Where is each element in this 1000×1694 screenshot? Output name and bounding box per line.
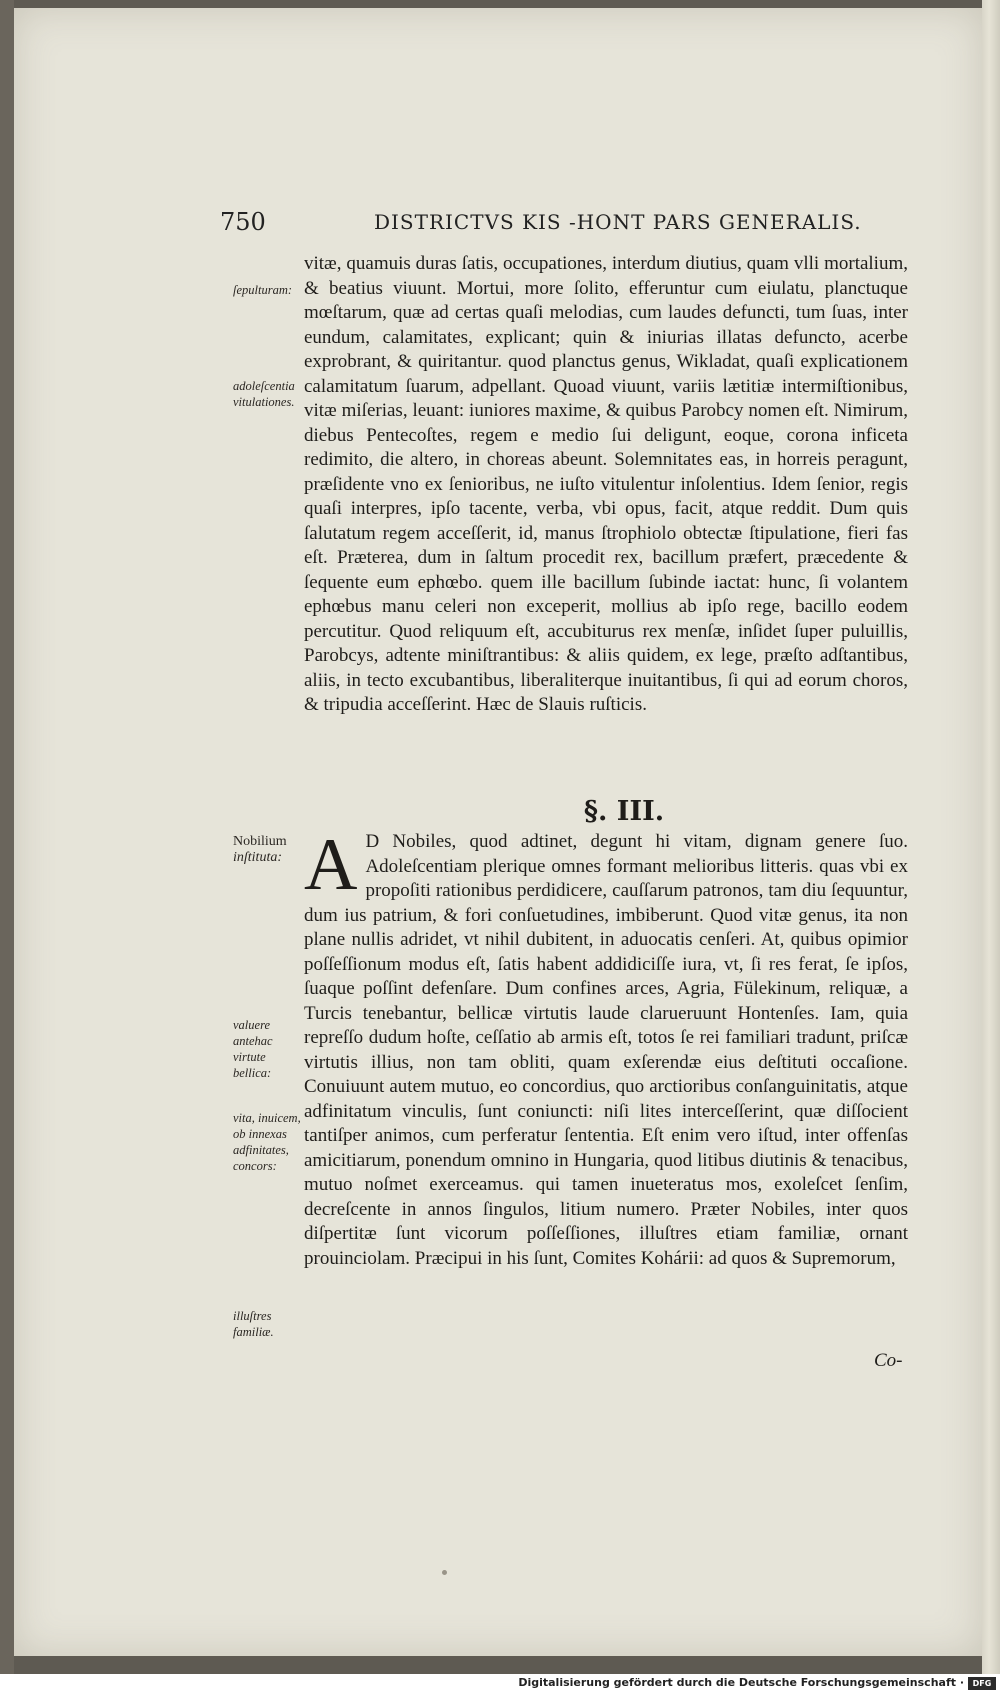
margin-note-vita: vita, inuicem, ob innexas adfinitates, concors: [233,1111,301,1173]
page-fore-edge [982,0,1000,1694]
page-mark-dot [442,1570,447,1575]
catchword: Co- [874,1350,903,1371]
margin-note-nobilium-line2: inſtituta: [233,850,282,865]
footer-credit: Digitalisierung gefördert durch die Deutsche Forschungsgemeinschaft · [518,1676,964,1689]
book-spine-edge [0,0,14,1694]
running-title: DISTRICTVS KIS -HONT PARS GENERALIS. [374,210,862,234]
drop-cap-initial: A [304,824,358,906]
section-heading: §. III. [583,796,665,827]
margin-note-adolescentia: adoleſcentia vitulationes. [233,379,295,409]
page-number: 750 [220,208,266,236]
footer-bar [0,1674,1000,1694]
margin-note-illustres: illuſtres familiæ. [233,1309,274,1339]
paragraph-text: D Nobiles, quod adtinet, degunt hi vitam, dignam genere ſuo. Adoleſcentiam plerique omnes formant melioribus litteris. quas vbi ex propoſiti rationibus perdidicere, cauſſarum patronos, tam diu ſequuntur, dum ius patrium, & fori conſuetudines, imbiberunt. Quod vitæ genus, ita non plane nullis adridet, vt nihil dubitent, in aduocatis cenſeri. At, quibus opimior poſſeſſionum modus eſt, ſatis habent addidiciſſe iura, vt, ſi res ferat, ſe ipſos, ſuaque poſſint defenſare. Dum confines arces, Agria, Fülekinum, reliquæ, a Turcis tenebantur, bellicæ virtutis laude clarueruunt Hontenſes. Iam, quia repreſſo dudum hoſte, ceſſatio ab armis eſt, totos ſe rei familiari tradunt, priſcæ virtutis illius, non tam obliti, quam exſerendæ eius deſtituti occaſione. Conuiuunt autem mutuo, eo concordius, quo arctioribus conſanguinitatis, atque adfinitatum vinculis, ſunt coniuncti: niſi lites interceſſerint, quæ diſſocient tantiſper animos, cum perferatur ſententia. Eſt enim vero iſtud, inter offenſas amicitiarum, ponendum omnino in Hungaria, quod litibus diutinis & tenacibus, mutuo noſmet exerceamus. qui tamen inueteratus mos, exoleſcet ſenſim, decreſcente in annos ſingulos, litium numero. Præter Nobiles, inter quos diſpertitæ ſunt vicorum poſſeſſiones, illuſtres etiam familiæ, ornant prouinciolam. Præcipui in his ſunt, Comites Kohárii: ad quos & Supremorum, [304,831,908,1269]
margin-note-nobilium [233,834,305,866]
margin-note-sepulturam: ſepulturam: [233,283,293,297]
margin-note-nobilium-line1: Nobilium [233,834,287,849]
book-page [14,8,982,1656]
body-paragraph-2 [304,824,908,1271]
paragraph-text: vitæ, quamuis duras ſatis, occupationes, interdum diutius, quam vlli mortalium, & beatius viuunt. Mortui, more ſolito, efferuntur cum eiulatu, planctuque mœſtarum, quæ ad certas quaſi melodias, cum laudes defuncti, tum ſuas, inter eundum, calamitates, explicant; quin & iniurias illatas defuncto, acerbe exprobrant, & quiritantur. quod planctus genus, Wikladat, quaſi explicationem calamitatum ſuarum, adpellant. Quoad viuunt, variis lætitiæ intermiſtionibus, vitæ miſerias, leuant: iuniores maxime, & quibus Parobcy nomen eſt. Nimirum, diebus Pentecoſtes, regem e medio ſui deligunt, eoque, corona inficeta redimito, die altero, in choreas abeunt. Solemnitates eas, in horreis peragunt, præſidente vno ex ſenioribus, ne iuſto vitulentur inſolentius. Idem ſenior, regis quaſi interpres, ipſo tacente, verba, vbi opus, facit, atque reddit. Dum quis ſalutatum regem acceſſerit, id, manus ſtrophiolo obtectæ ſtipulatione, fieri fas eſt. Præterea, dum in ſaltum procedit rex, bacillum præfert, præcedente & ſequente eum ephœbo. quem ille bacillum ſubinde iactat: hunc, ſi volantem ephœbus manu celeri non exceperit, mollius ab ipſo rege, bacillo eodem percutitur. Quod reliquum eſt, accubiturus rex menſæ, inſidet ſuper puluillis, Parobcys, adtente miniſtrantibus: & aliis quidem, ex lege, præſto adſtantibus, aliis, in tecto excubantibus, liberaliterque inuitantibus, ſi qui ad eorum choros, & tripudia acceſſerint. Hæc de Slauis ruſticis. [304,253,908,715]
body-paragraph-1 [304,252,908,718]
margin-note-valuere: valuere antehac virtute bellica: [233,1018,273,1080]
page-header [14,208,982,240]
dfg-logo-icon: DFG [968,1677,996,1690]
